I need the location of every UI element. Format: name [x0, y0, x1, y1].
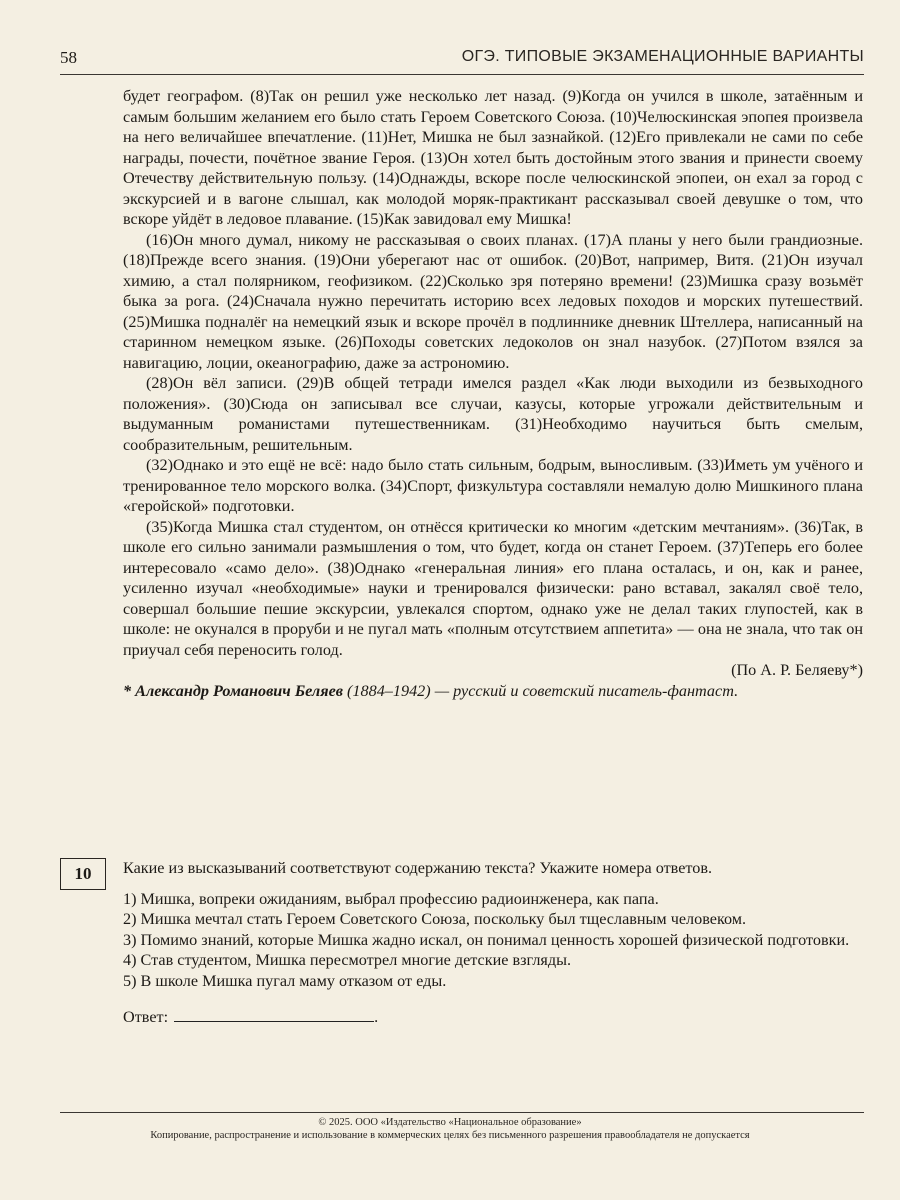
reading-passage — [123, 86, 863, 701]
task-number-box: 10 — [60, 858, 106, 890]
passage-paragraph: будет географом. (8)Так он решил уже несколько лет назад. (9)Когда он учился в школе, затаённым и самым большим желанием его было стать Героем Советского Союза. (10)Челюскинская эпопея произвела на него величайшее впечатление. (11)Нет, Мишка не был зазнайкой. (12)Его привлекали не сами по себе награды, почести, почётное звание Героя. (13)Он хотел быть достойным этого звания и принести своему Отечеству действительную пользу. (14)Однажды, вскоре после челюскинской эпопеи, он ехал за город с экскурсией и в вагоне слышал, как молодой моряк-практикант рассказывал своей девушке о том, что вскоре уйдёт в ледовое плавание. (15)Как завидовал ему Мишка! — [123, 87, 863, 228]
answer-field[interactable] — [174, 1007, 374, 1022]
footer-copyright: © 2025. ООО «Издательство «Национальное образование» — [318, 1117, 582, 1128]
footer — [40, 1116, 860, 1142]
footer-notice: Копирование, распространение и использование в коммерческих целях без письменного разрешения правообладателя не допускается — [150, 1130, 750, 1141]
answer-label: Ответ: — [123, 1008, 169, 1026]
task-question: Какие из высказываний соответствуют содержанию текста? Укажите номера ответов. — [123, 859, 713, 877]
answer-period: . — [374, 1008, 379, 1026]
answer-option: 3) Помимо знаний, которые Мишка жадно искал, он понимал ценность хорошей физической подготовки. — [123, 930, 850, 949]
running-header-title: ОГЭ. ТИПОВЫЕ ЭКЗАМЕНАЦИОННЫЕ ВАРИАНТЫ — [461, 48, 864, 65]
footer-divider — [60, 1112, 864, 1113]
answer-option: 1) Мишка, вопреки ожиданиям, выбрал профессию радиоинженера, как папа. — [123, 889, 659, 908]
answer-option: 2) Мишка мечтал стать Героем Советского Союза, поскольку был тщеславным человеком. — [123, 910, 747, 928]
answer-option: 5) В школе Мишка пугал маму отказом от еды. — [123, 971, 447, 990]
answer-option: 4) Став студентом, Мишка пересмотрел многие детские взгляды. — [123, 951, 572, 969]
task-10 — [123, 858, 863, 1028]
passage-paragraph: (28)Он вёл записи. (29)В общей тетради имелся раздел «Как люди выходили из безвыходного положения». (30)Сюда он записывал все случаи, казусы, которые угрожали действительным и выдуманным романистами путешественникам. (31)Необходимо научиться быть смелым, сообразительным, решительным. — [123, 374, 863, 454]
passage-paragraph: (16)Он много думал, никому не рассказывая о своих планах. (17)А планы у него были грандиозные. (18)Прежде всего знания. (19)Они уберегают нас от ошибок. (20)Вот, например, Витя. (21)Он изучал химию, а стал полярником, геофизиком. (22)Сколько зря потеряно времени! (23)Мишка сразу возьмёт быка за рога. (24)Сначала нужно перечитать историю всех ледовых походов и морских путешествий. (25)Мишка подналёг на немецкий язык и вскоре прочёл в подлиннике дневник Штеллера, написанный на старинном немецком языке. (26)Походы советских ледоколов он знал назубок. (27)Потом взялся за навигацию, лоции, океанографию, даже за астрономию. — [123, 230, 863, 372]
author-footnote — [123, 681, 863, 702]
footnote-details: (1884–1942) — русский и советский писатель-фантаст. — [342, 681, 739, 700]
page-number: 58 — [60, 48, 77, 67]
header-divider — [60, 74, 864, 75]
answer-row — [123, 1007, 863, 1028]
source-attribution: (По А. Р. Беляеву*) — [731, 661, 863, 679]
passage-paragraph: (35)Когда Мишка стал студентом, он отнёсся критически ко многим «детским мечтаниям». (36)Так, в школе его сильно занимали размышления о том, что будет, когда он станет Героем. (37)Теперь его более интересовало «само дело». (38)Однако «генеральная линия» его плана осталась, и он, как и ранее, усиленно изучал «необходимые» науки и тренировался физически: рано вставал, закалял своё тело, совершал большие пешие экскурсии, увлекался спортом, однако уже не делал таких глупостей, как в школе: не окунался в проруби и не пугал мать «полным отсутствием аппетита» — она не знала, что так он приучал себя переносить голод. — [123, 517, 863, 659]
passage-paragraph: (32)Однако и это ещё не всё: надо было стать сильным, бодрым, выносливым. (33)Иметь ум учёного и тренированное тело морского волка. (34)Спорт, физкультура составляли немалую долю Мишкиного плана «геройской» подготовки. — [123, 456, 863, 515]
footnote-author-name: * Александр Романович Беляев — [123, 681, 343, 700]
